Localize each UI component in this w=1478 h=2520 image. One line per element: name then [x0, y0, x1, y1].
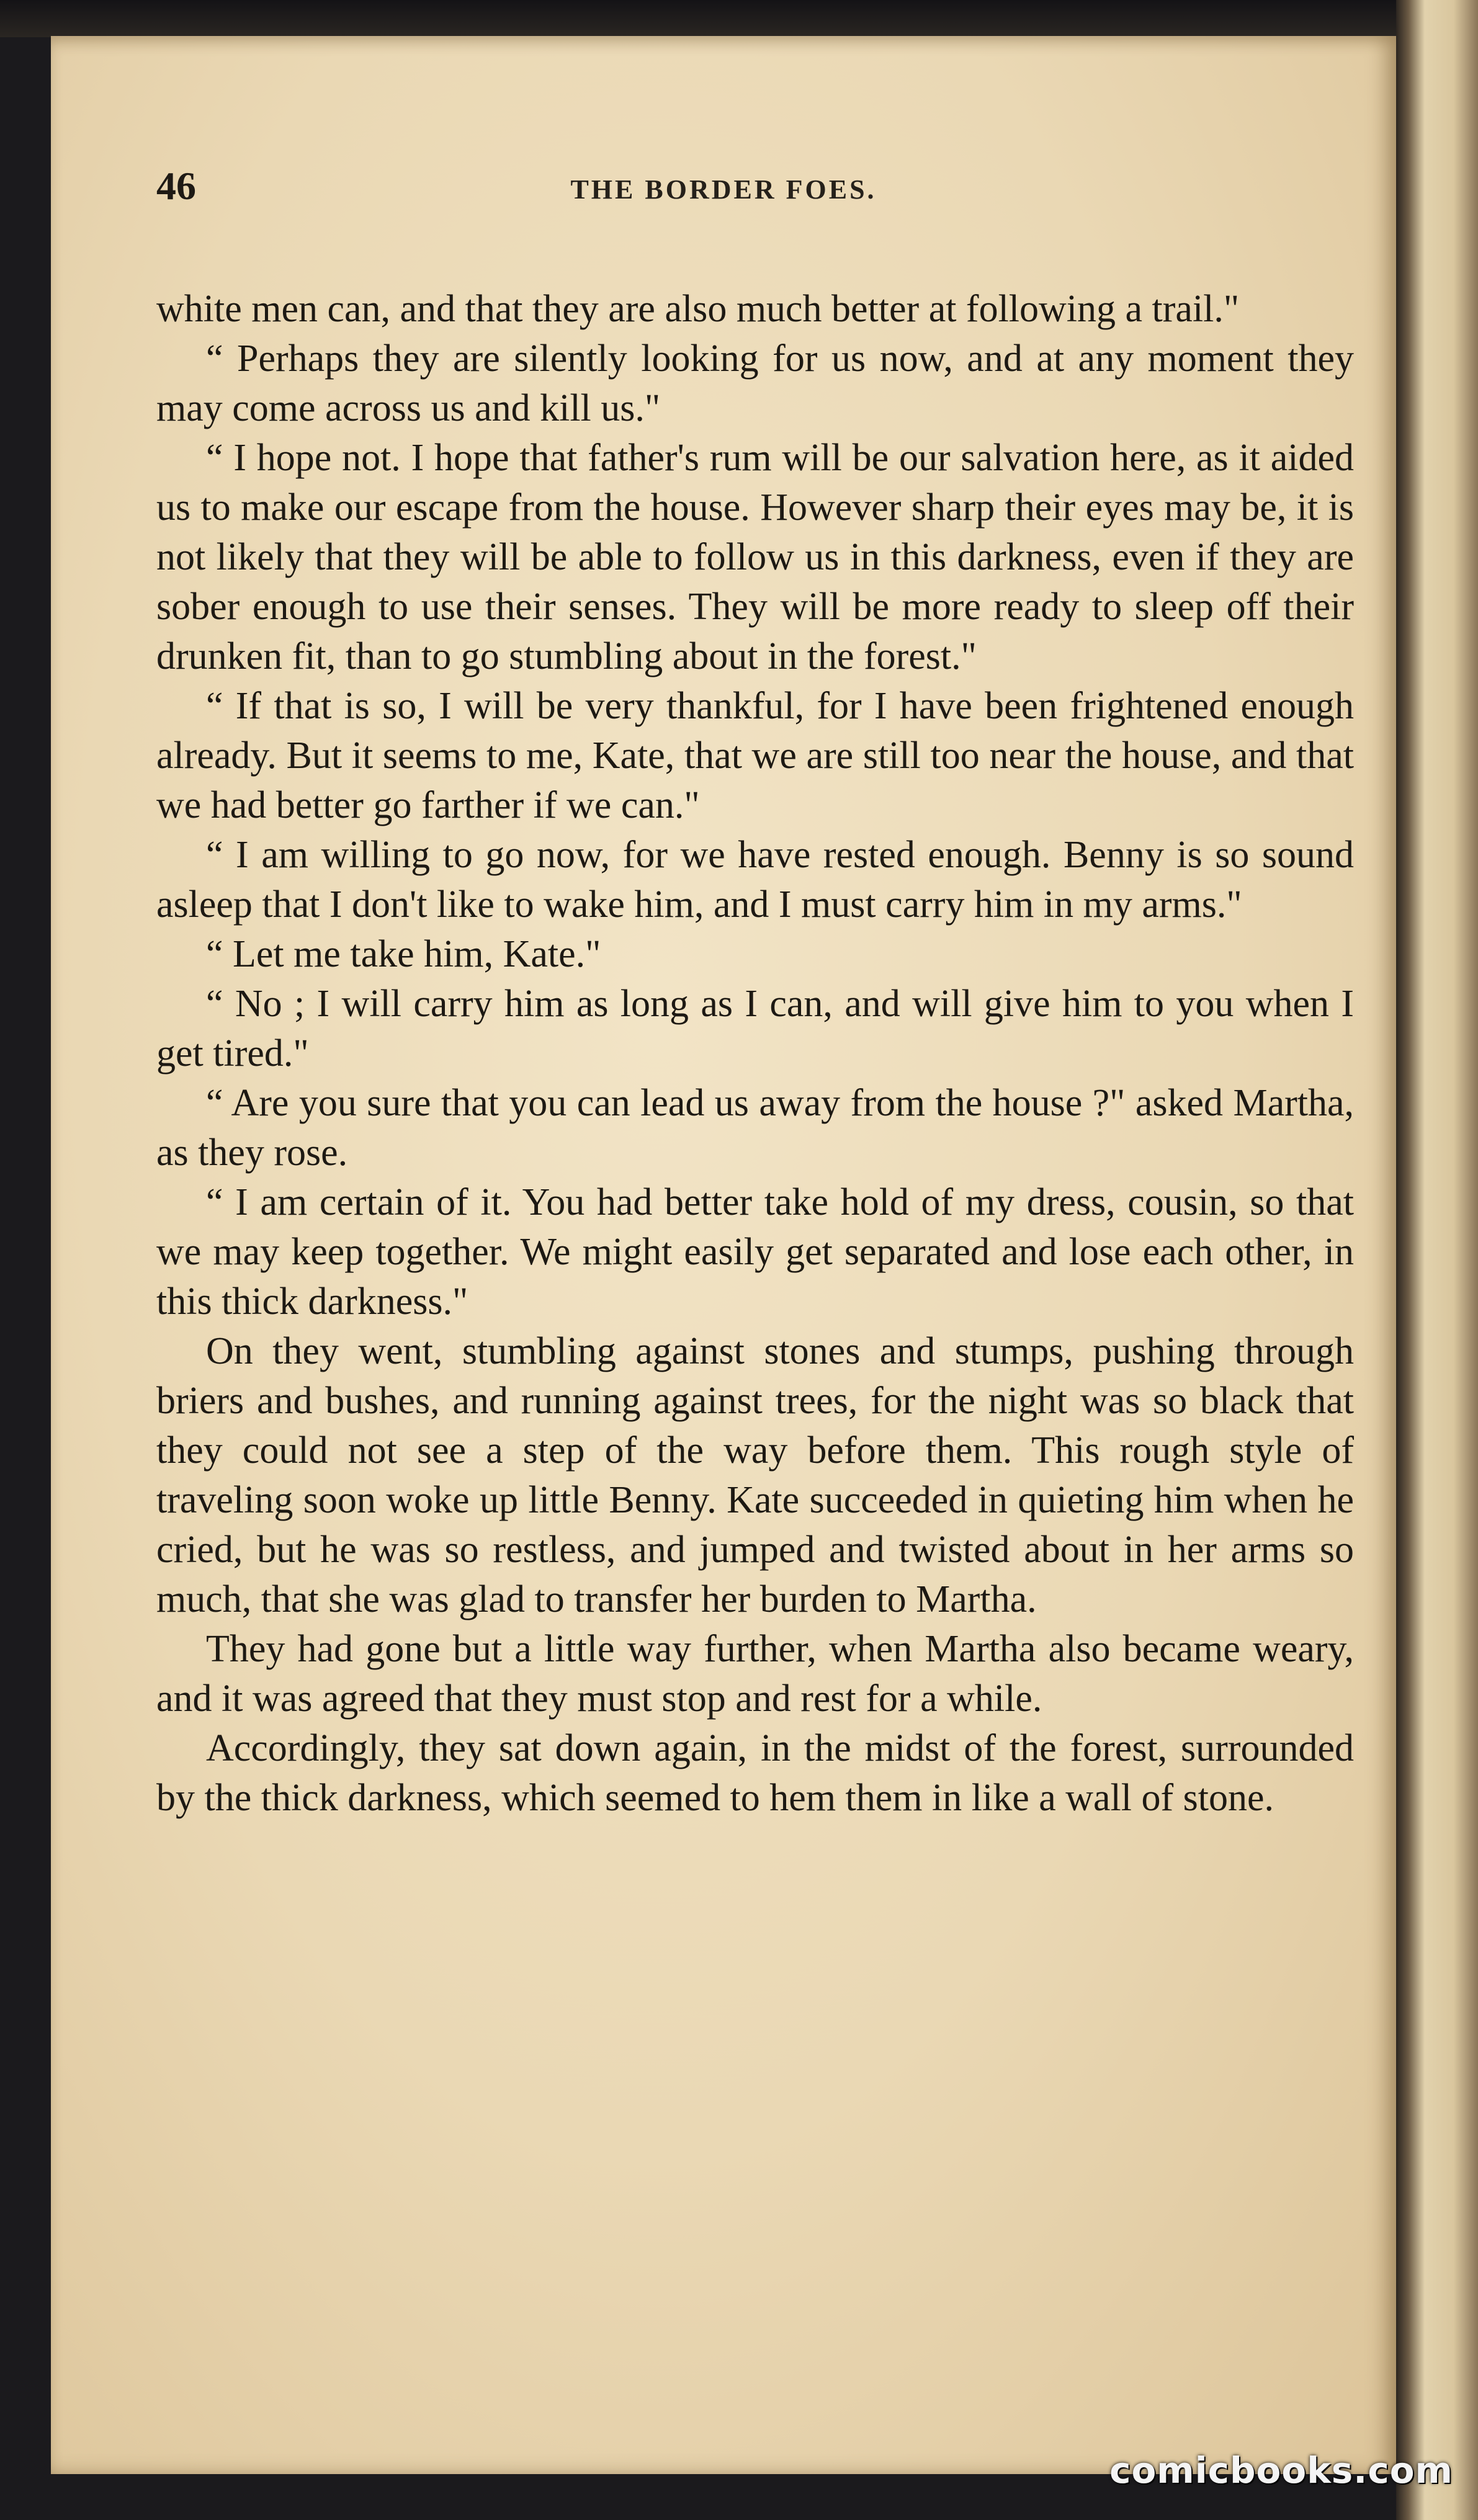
- paragraph: On they went, stumbling against stones and stumps, pushing through briers and bushes, and running against trees, for the night was so black that they could not see a step of the way before them. This rough style of traveling soon woke up little Benny. Kate succeeded in quieting him when he cried, but he was so restless, and jumped and twisted about in her arms so much, that she was glad to transfer her burden to Martha.: [156, 1330, 1354, 1620]
- running-head: THE BORDER FOES.: [570, 174, 877, 205]
- book-page: [51, 36, 1396, 2474]
- body-text: [156, 284, 1354, 1823]
- site-watermark: comicbooks.com: [1109, 2449, 1453, 2491]
- paragraph: “ If that is so, I will be very thankful, for I have been frightened enough already. But it seems to me, Kate, that we are still too near the house, and that we had better go farther if we can.": [156, 685, 1354, 826]
- paragraph: “ Let me take him, Kate.": [206, 933, 601, 975]
- scan-background-top: [0, 0, 1478, 37]
- paragraph: “ I am certain of it. You had better take hold of my dress, cousin, so that we may keep together. We might easily get separated and lose each other, in this thick darkness.": [156, 1181, 1354, 1323]
- paragraph: They had gone but a little way further, when Martha also became weary, and it was agreed that they must stop and rest for a while.: [156, 1628, 1354, 1720]
- book-spine-edge: [1396, 0, 1478, 2520]
- paragraph: “ I hope not. I hope that father's rum will be our salvation here, as it aided us to make our escape from the house. However sharp their eyes may be, it is not likely that they will be able to follow us in this darkness, even if they are sober enough to use their senses. They will be more ready to sleep off their drunken fit, than to go stumbling about in the forest.": [156, 437, 1354, 677]
- paragraph: “ No ; I will carry him as long as I can, and will give him to you when I get tired.": [156, 983, 1354, 1075]
- paragraph: “ Perhaps they are silently looking for us now, and at any moment they may come across us and kill us.": [156, 337, 1354, 429]
- page-number: 46: [156, 164, 196, 208]
- paragraph: Accordingly, they sat down again, in the midst of the forest, surrounded by the thick darkness, which seemed to hem them in like a wall of stone.: [156, 1727, 1354, 1819]
- paragraph: white men can, and that they are also much better at following a trail.": [156, 288, 1240, 330]
- paragraph: “ Are you sure that you can lead us away from the house ?" asked Martha, as they rose.: [156, 1082, 1354, 1174]
- paragraph: “ I am willing to go now, for we have rested enough. Benny is so sound asleep that I don't like to wake him, and I must carry him in my arms.": [156, 834, 1354, 926]
